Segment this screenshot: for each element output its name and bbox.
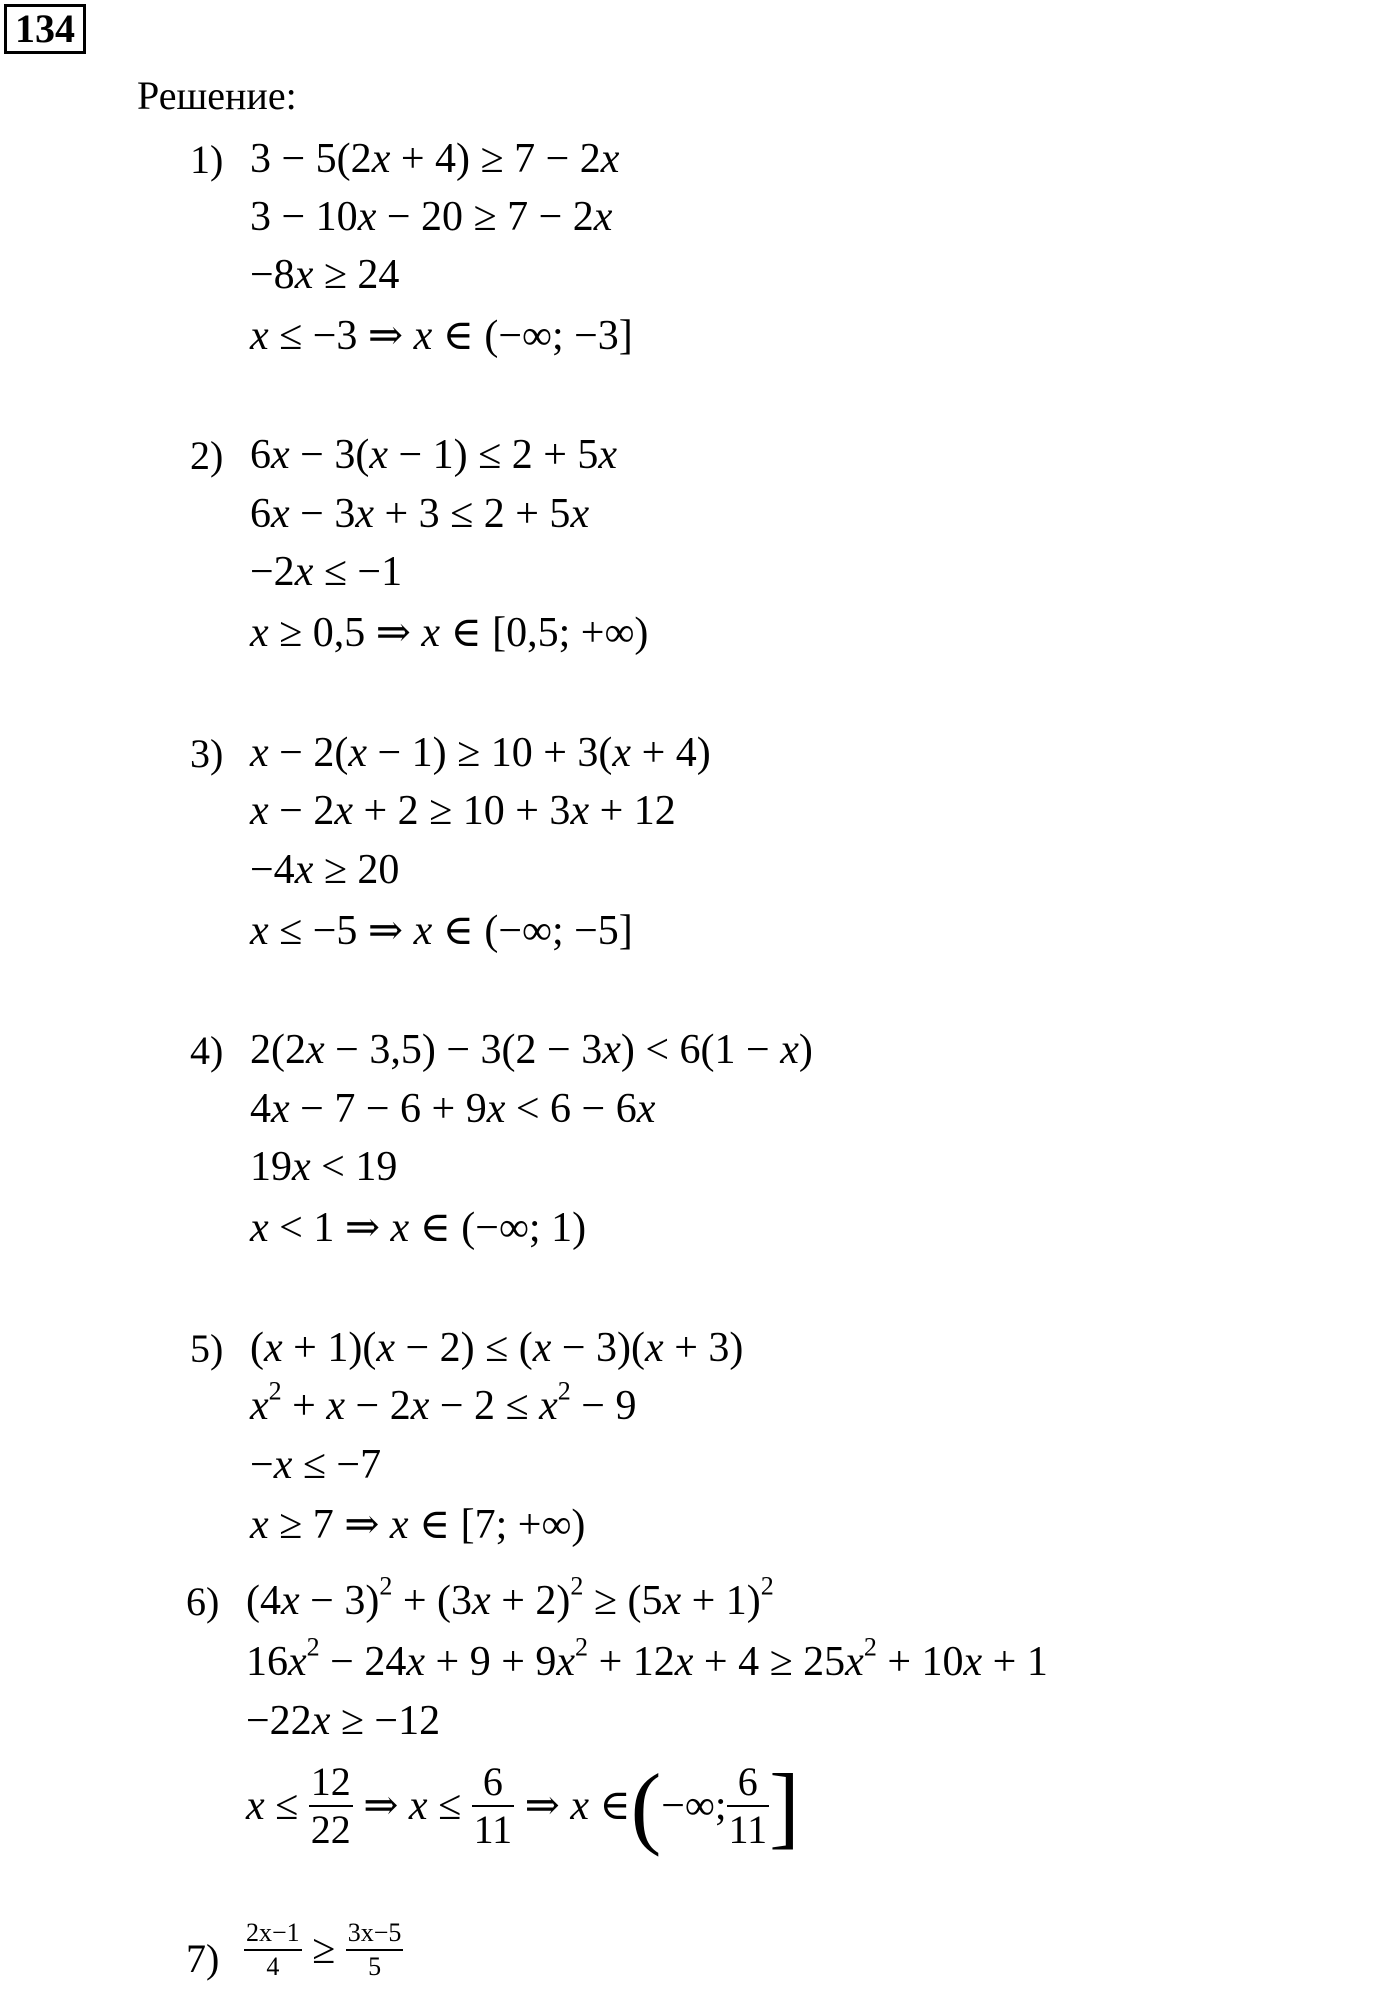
math-line: x − 2(x − 1) ≥ 10 + 3(x + 4) — [250, 730, 711, 776]
step-number-2: 2) — [190, 433, 224, 478]
math-line: (x + 1)(x − 2) ≤ (x − 3)(x + 3) — [250, 1325, 744, 1371]
math-line: x ≤ $\frac{12}{22}$ ⇒ x ≤ $\frac{6}{11}$ ⇒ x ∈(−∞; $\frac{6}{11}$ ] — [246, 1755, 800, 1857]
step-number-5: 5) — [190, 1326, 224, 1371]
fraction: $\frac{6}{11}$ — [728, 1759, 768, 1852]
step-number-1: 1) — [190, 137, 224, 182]
math-line: −2x ≤ −1 — [250, 549, 403, 595]
math-line: x ≥ 7 ⇒ x ∈ [7; +∞) — [250, 1502, 586, 1548]
math-line: −8x ≥ 24 — [250, 252, 400, 298]
math-line: −x ≤ −7 — [250, 1442, 382, 1488]
math-line: 6x − 3x + 3 ≤ 2 + 5x — [250, 491, 590, 537]
math-line: x ≤ −3 ⇒ x ∈ (−∞; −3] — [250, 313, 633, 359]
math-line: −22x ≥ −12 — [246, 1698, 441, 1744]
fraction: $\frac{12}{22}$ — [310, 1759, 351, 1852]
math-line: −4x ≥ 20 — [250, 847, 400, 893]
math-line: $x^2 + x - 2x - 2 \le x^2 - 9$ — [250, 1376, 637, 1429]
step-number-3: 3) — [190, 731, 224, 776]
math-line: 3 − 5(2x + 4) ≥ 7 − 2x — [250, 136, 620, 182]
math-line: $(4x - 3)^2 + (3x + 2)^2 \ge (5x + 1)^2$ — [246, 1571, 774, 1624]
math-line: 4x − 7 − 6 + 9x < 6 − 6x — [250, 1086, 656, 1132]
math-line: $16x^2 - 24x + 9 + 9x^2 + 12x + 4 \ge 25x^2 + 10x + 1$ — [246, 1632, 1048, 1685]
fraction: $\frac{3x-5}{5}$ — [347, 1918, 402, 1981]
step-number-7: 7) — [186, 1936, 220, 1981]
fraction: $\frac{2x-1}{4}$ — [246, 1918, 300, 1981]
math-line: 19x < 19 — [250, 1144, 398, 1190]
math-line: 2(2x − 3,5) − 3(2 − 3x) < 6(1 − x) — [250, 1027, 813, 1073]
math-line: $\frac{2x-1}{4}$ ≥ $\frac{3x-5}{5}$ — [246, 1918, 402, 1981]
fraction: $\frac{6}{11}$ — [473, 1759, 513, 1852]
math-line: x − 2x + 2 ≥ 10 + 3x + 12 — [250, 788, 676, 834]
problem-number: 134 — [4, 4, 86, 54]
math-line: 6x − 3(x − 1) ≤ 2 + 5x — [250, 432, 618, 478]
step-number-4: 4) — [190, 1028, 224, 1073]
step-number-6: 6) — [186, 1579, 220, 1624]
math-line: x ≥ 0,5 ⇒ x ∈ [0,5; +∞) — [250, 610, 649, 656]
solution-label: Решение: — [137, 73, 297, 118]
math-line: x ≤ −5 ⇒ x ∈ (−∞; −5] — [250, 908, 633, 954]
math-line: 3 − 10x − 20 ≥ 7 − 2x — [250, 194, 613, 240]
math-line: x < 1 ⇒ x ∈ (−∞; 1) — [250, 1205, 587, 1251]
